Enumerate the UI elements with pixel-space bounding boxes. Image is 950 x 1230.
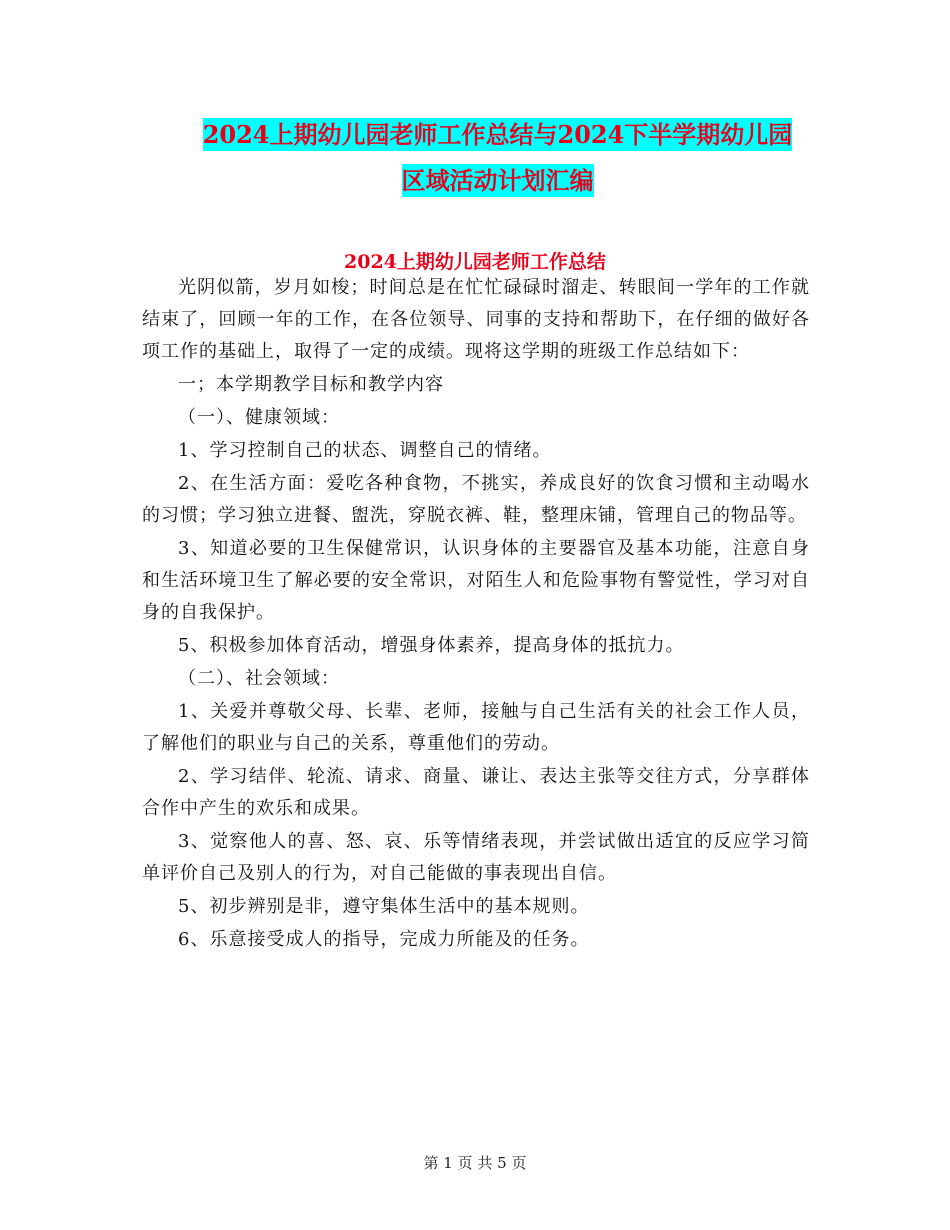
- paragraph: 一；本学期教学目标和教学内容: [178, 374, 444, 395]
- paragraph: 2、学习结伴、轮流、请求、商量、谦让、表达主张等交往方式，分享群体合作中产生的欢乐和成果。: [142, 766, 810, 819]
- paragraph: 3、觉察他人的喜、怒、哀、乐等情绪表现，并尝试做出适宜的反应学习简单评价自己及别人的行为，对自己能做的事表现出自信。: [142, 831, 810, 884]
- paragraph: 1、学习控制自己的状态、调整自己的情绪。: [178, 440, 552, 461]
- paragraph: 5、初步辨别是非，遵守集体生活中的基本规则。: [178, 896, 590, 917]
- paragraph: （一）、健康领域：: [178, 407, 340, 428]
- paragraph: 3、知道必要的卫生保健常识，认识身体的主要器官及基本功能，注意自身和生活环境卫生了解必要的安全常识，对陌生人和危险事物有警觉性，学习对自身的自我保护。: [142, 538, 810, 623]
- document-body: [142, 272, 810, 957]
- title-line-1: 2024上期幼儿园老师工作总结与2024下半学期幼儿园: [202, 120, 793, 149]
- paragraph: 光阴似箭，岁月如梭；时间总是在忙忙碌碌时溜走、转眼间一学年的工作就结束了，回顾一年的工作，在各位领导、同事的支持和帮助下，在仔细的做好各项工作的基础上，取得了一定的成绩。现将这学期的班级工作总结如下：: [142, 277, 810, 362]
- paragraph: （二）、社会领域：: [178, 668, 340, 689]
- paragraph: 2、在生活方面：爱吃各种食物，不挑实，养成良好的饮食习惯和主动喝水的习惯；学习独立进餐、盥洗，穿脱衣裤、鞋，整理床铺，管理自己的物品等。: [142, 473, 810, 526]
- paragraph: 1、关爱并尊敬父母、长辈、老师，接触与自己生活有关的社会工作人员，了解他们的职业与自己的关系，尊重他们的劳动。: [142, 701, 810, 754]
- page-footer: 第 1 页 共 5 页: [423, 1154, 527, 1172]
- paragraph: 5、积极参加体育活动，增强身体素养，提高身体的抵抗力。: [178, 635, 685, 656]
- section-title: 2024上期幼儿园老师工作总结: [344, 251, 606, 273]
- title-line-2: 区域活动计划汇编: [401, 166, 594, 195]
- paragraph: 6、乐意接受成人的指导，完成力所能及的任务。: [178, 929, 590, 950]
- document-title: [140, 112, 855, 204]
